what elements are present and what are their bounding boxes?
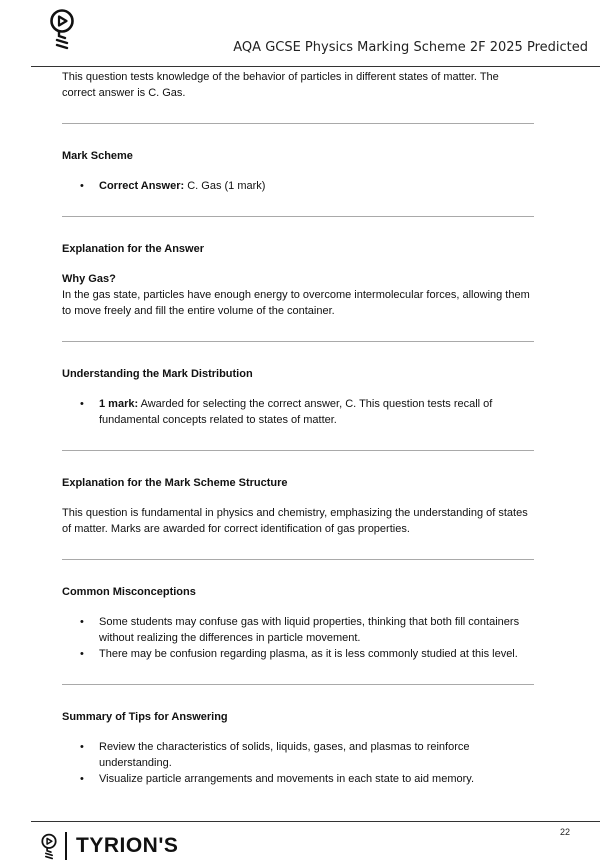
section-divider bbox=[62, 123, 534, 124]
section-heading: Understanding the Mark Distribution bbox=[62, 368, 253, 380]
page-number: 22 bbox=[560, 827, 571, 837]
list-item bbox=[99, 396, 534, 428]
section-divider bbox=[62, 216, 534, 217]
bullet-list bbox=[62, 614, 534, 662]
section-heading: Summary of Tips for Answering bbox=[62, 711, 228, 723]
section-divider bbox=[62, 684, 534, 685]
list-item: • Visualize particle arrangements and movements in each state to aid memory. bbox=[99, 771, 534, 787]
bullet-list bbox=[62, 739, 534, 787]
tips-section bbox=[62, 709, 534, 787]
explanation-section bbox=[62, 241, 534, 319]
list-item: • There may be confusion regarding plasma, as it is less commonly studied at this level. bbox=[99, 646, 534, 662]
document-title: AQA GCSE Physics Marking Scheme 2F 2025 Predicted bbox=[233, 40, 588, 55]
intro-paragraph: This question tests knowledge of the behavior of particles in different states of matter. The correct answer is C. Gas. bbox=[62, 71, 499, 99]
bullet-list bbox=[62, 396, 534, 428]
subheading: Why Gas? bbox=[62, 273, 116, 285]
list-item: • Review the characteristics of solids, liquids, gases, and plasmas to reinforce understanding. bbox=[99, 739, 534, 771]
lightbulb-play-icon bbox=[40, 833, 58, 861]
bullet-list bbox=[62, 178, 534, 194]
section-heading: Explanation for the Answer bbox=[62, 243, 205, 255]
lightbulb-play-icon bbox=[49, 8, 75, 52]
section-divider bbox=[62, 341, 534, 342]
section-divider bbox=[62, 450, 534, 451]
list-item: • Some students may confuse gas with liquid properties, thinking that both fill containers without realizing the differences in particle movement. bbox=[99, 614, 534, 646]
structure-section bbox=[62, 475, 534, 537]
section-heading: Mark Scheme bbox=[62, 150, 133, 162]
brand-logo-text: TYRION'S bbox=[76, 834, 179, 857]
misconceptions-section bbox=[62, 584, 534, 662]
mark-distribution-section bbox=[62, 366, 534, 428]
item-text: Awarded for selecting the correct answer, C. This question tests recall of fundamental concepts related to states of matter. bbox=[99, 398, 493, 426]
section-heading: Common Misconceptions bbox=[62, 586, 196, 598]
list-item bbox=[99, 178, 534, 194]
paragraph: This question is fundamental in physics and chemistry, emphasizing the understanding of states of matter. Marks are awarded for correct identification of gas properties. bbox=[62, 507, 528, 535]
footer-separator bbox=[65, 832, 67, 860]
footer-divider bbox=[31, 821, 600, 822]
paragraph: In the gas state, particles have enough energy to overcome intermolecular forces, allowing them to move freely and fill the entire volume of the container. bbox=[62, 289, 530, 317]
item-text: C. Gas (1 mark) bbox=[184, 180, 266, 192]
document-body bbox=[62, 69, 534, 787]
header-divider bbox=[31, 66, 600, 67]
mark-scheme-section bbox=[62, 148, 534, 194]
section-heading: Explanation for the Mark Scheme Structure bbox=[62, 477, 288, 489]
item-label: Correct Answer: bbox=[99, 180, 185, 192]
section-divider bbox=[62, 559, 534, 560]
item-label: 1 mark: bbox=[99, 398, 139, 410]
